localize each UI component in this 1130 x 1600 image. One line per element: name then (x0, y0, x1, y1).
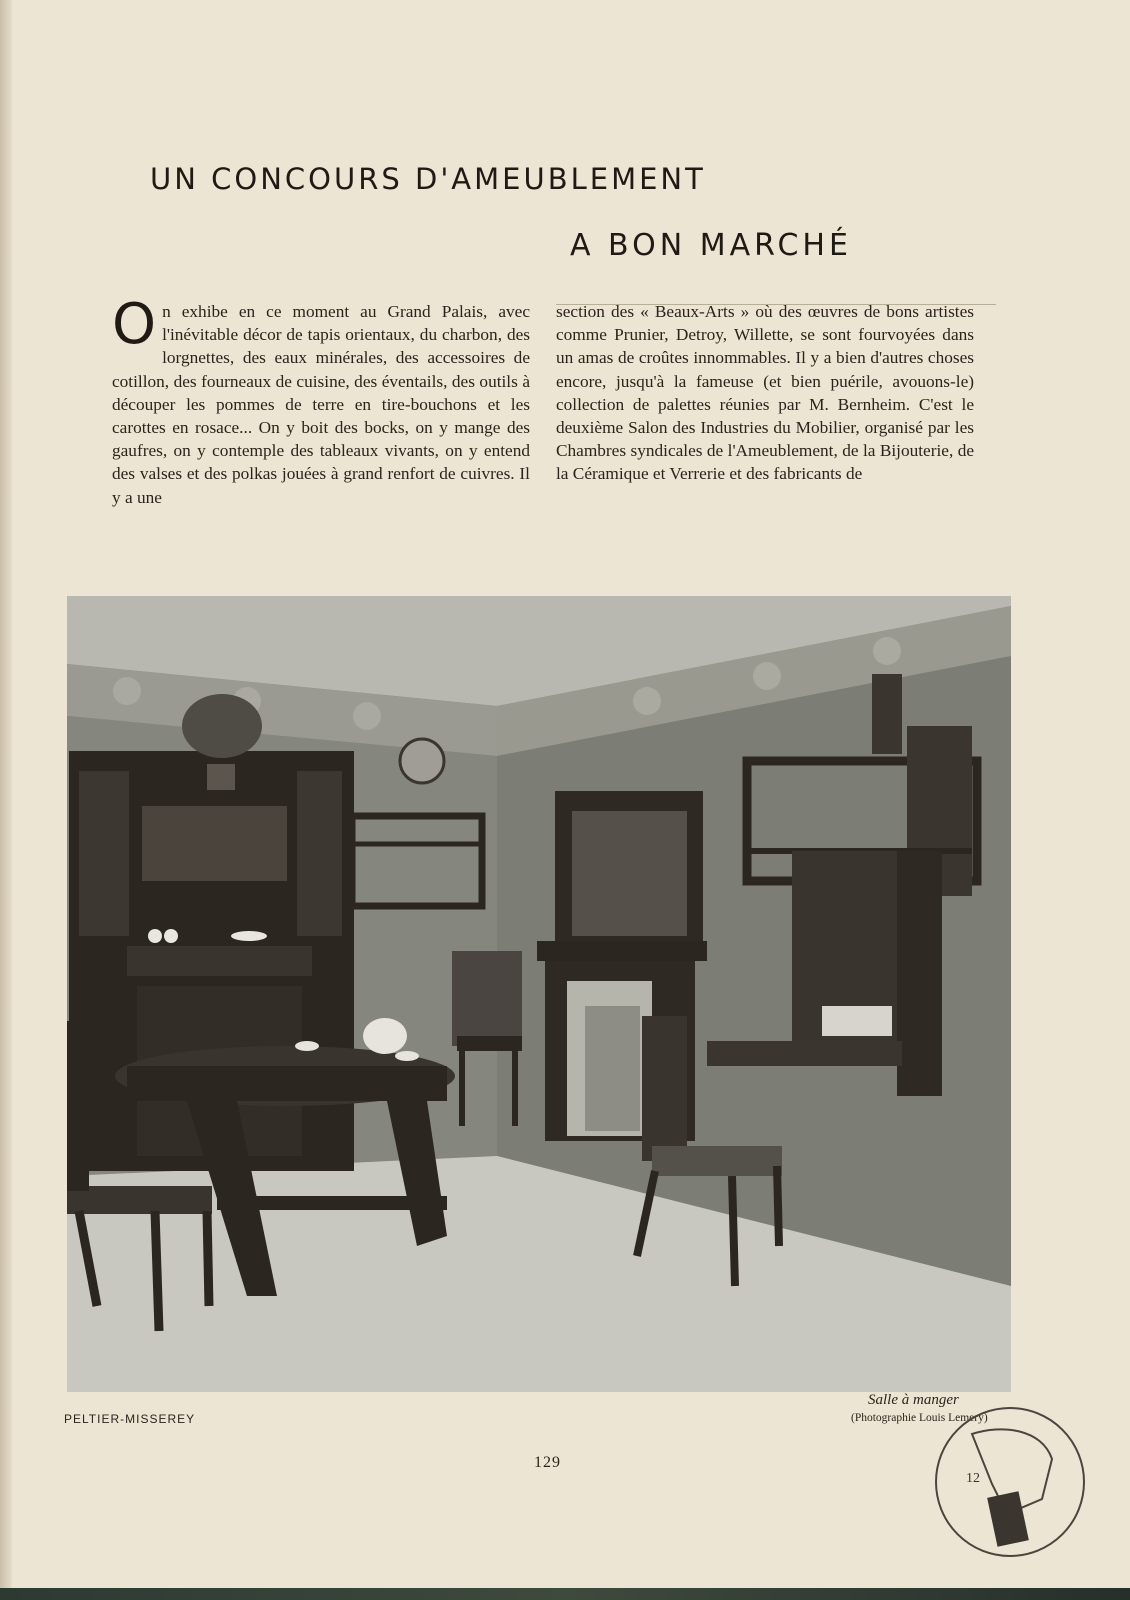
photographer-credit: (Photographie Louis Lemery) (851, 1412, 988, 1424)
article-title-line-1: UN CONCOURS D'AMEUBLEMENT (150, 162, 706, 196)
left-column-text: n exhibe en ce moment au Grand Palais, avec l'inévitable décor de tapis orientaux, du charbon, des lorgnettes, des eaux minérales, des accessoires de cotillon, des fourneaux de cuisine, des éventails, des outils à découper les pommes de terre en tire-bouchons et les carottes en rosace... On y boit des bocks, on y mange des gaufres, on y contemple des tableaux vivants, on y entend des valses et des polkas jouées à grand renfort de cuivres. Il y a une (112, 302, 530, 507)
stamp-number: 12 (966, 1471, 980, 1486)
page-gutter (0, 0, 12, 1600)
dining-room-illustration (67, 596, 1011, 1392)
photo-caption: Salle à manger (868, 1392, 959, 1408)
library-stamp-icon (932, 1404, 1088, 1560)
page-number: 129 (534, 1454, 561, 1471)
article-title-line-2: A BON MARCHÉ (570, 228, 852, 263)
drop-cap: O (112, 292, 157, 357)
right-column-text: section des « Beaux-Arts » où des œuvres de bons artistes comme Prunier, Detroy, Willette, se sont fourvoyées dans un amas de croûtes innommables. Il y a bien d'autres choses encore, jusqu'à la fameuse (et bien puérile, avouons-le) collection de palettes réunies par M. Bernheim. C'est le deuxième Salon des Industries du Mobilier, organisé par les Chambres syndicales de l'Ameublement, de la Bijouterie, de la Céramique et Verrerie et des fabricants de (556, 302, 974, 484)
furniture-maker-credit: PELTIER-MISSEREY (64, 1412, 196, 1426)
article-column-right (556, 300, 974, 486)
binding-edge (0, 1588, 1130, 1600)
article-column-left (112, 292, 530, 509)
dining-room-photograph (67, 596, 1011, 1392)
